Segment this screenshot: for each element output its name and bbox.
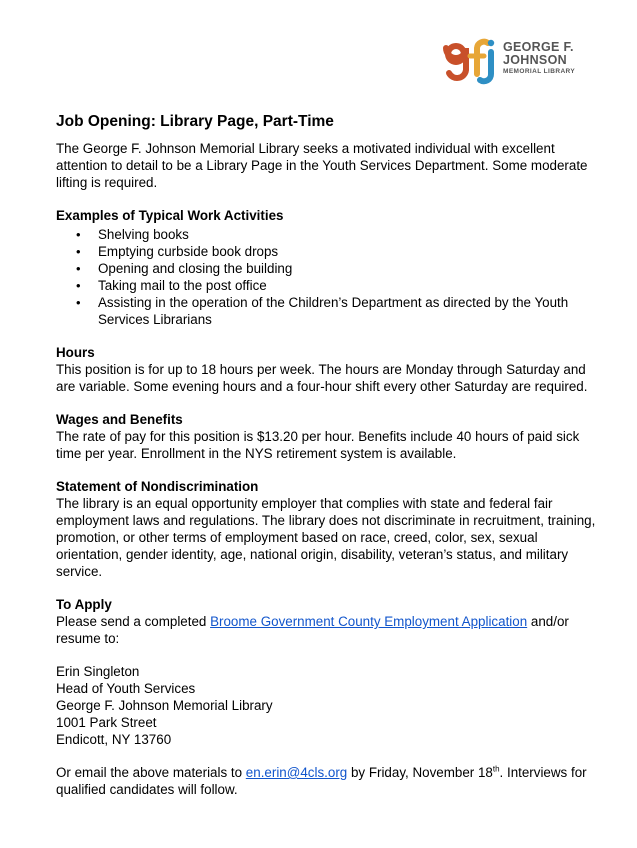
apply-heading: To Apply: [56, 597, 112, 612]
list-item: • Assisting in the operation of the Children’s Department as directed by the Youth Services Librarians: [98, 294, 596, 328]
mailing-address: [56, 663, 596, 748]
activities-heading: Examples of Typical Work Activities: [56, 208, 284, 223]
apply-instructions: [56, 613, 596, 647]
address-line: Head of Youth Services: [56, 681, 196, 696]
logo-line-1: GEORGE F.: [503, 40, 574, 54]
activities-list: [56, 226, 596, 328]
address-line: George F. Johnson Memorial Library: [56, 698, 273, 713]
document-body: [56, 112, 596, 798]
application-link[interactable]: Broome Government County Employment Application: [210, 614, 528, 629]
email-text-date: by Friday, November 18: [347, 765, 493, 780]
date-ordinal: th: [492, 764, 500, 774]
address-line: 1001 Park Street: [56, 715, 157, 730]
address-line: Endicott, NY 13760: [56, 732, 172, 747]
library-logo: [443, 34, 593, 88]
apply-text-after: and/or resume to:: [56, 614, 569, 646]
list-item: • Opening and closing the building: [98, 260, 596, 277]
hours-text: This position is for up to 18 hours per week. The hours are Monday through Saturday and are variable. Some evening hours and a four-hour shift every other Saturday are required.: [56, 362, 588, 394]
gfj-logo-mark: [443, 34, 497, 88]
wages-text: The rate of pay for this position is $13.20 per hour. Benefits include 40 hours of paid sick time per year. Enrollment in the NYS retirement system is available.: [56, 429, 580, 461]
address-line: Erin Singleton: [56, 664, 140, 679]
apply-text-before: Please send a completed: [56, 614, 211, 629]
email-instructions: [56, 764, 596, 798]
wages-heading: Wages and Benefits: [56, 412, 183, 427]
nondiscrimination-text: The library is an equal opportunity employer that complies with state and federal fair employment laws and regulations. The library does not discriminate in recruitment, training, promotion, or other terms of employment based on race, creed, color, sex, sexual orientation, gender identity, age, national origin, disability, veteran’s status, and military service.: [56, 496, 596, 579]
list-item: • Shelving books: [98, 226, 596, 243]
intro-paragraph: The George F. Johnson Memorial Library seeks a motivated individual with excellent attention to detail to be a Library Page in the Youth Services Department. Some moderate lifting is required.: [56, 141, 588, 190]
page-title: Job Opening: Library Page, Part-Time: [56, 113, 334, 130]
hours-heading: Hours: [56, 345, 95, 360]
logo-wordmark: [503, 41, 575, 76]
email-link[interactable]: en.erin@4cls.org: [245, 765, 348, 780]
logo-line-3: MEMORIAL LIBRARY: [503, 68, 576, 75]
logo-line-2: JOHNSON: [503, 53, 567, 67]
list-item: • Emptying curbside book drops: [98, 243, 596, 260]
email-text-before: Or email the above materials to: [56, 765, 246, 780]
email-text-end: . Interviews for qualified candidates will follow.: [56, 765, 587, 797]
list-item: • Taking mail to the post office: [98, 277, 596, 294]
nondiscrimination-heading: Statement of Nondiscrimination: [56, 479, 259, 494]
